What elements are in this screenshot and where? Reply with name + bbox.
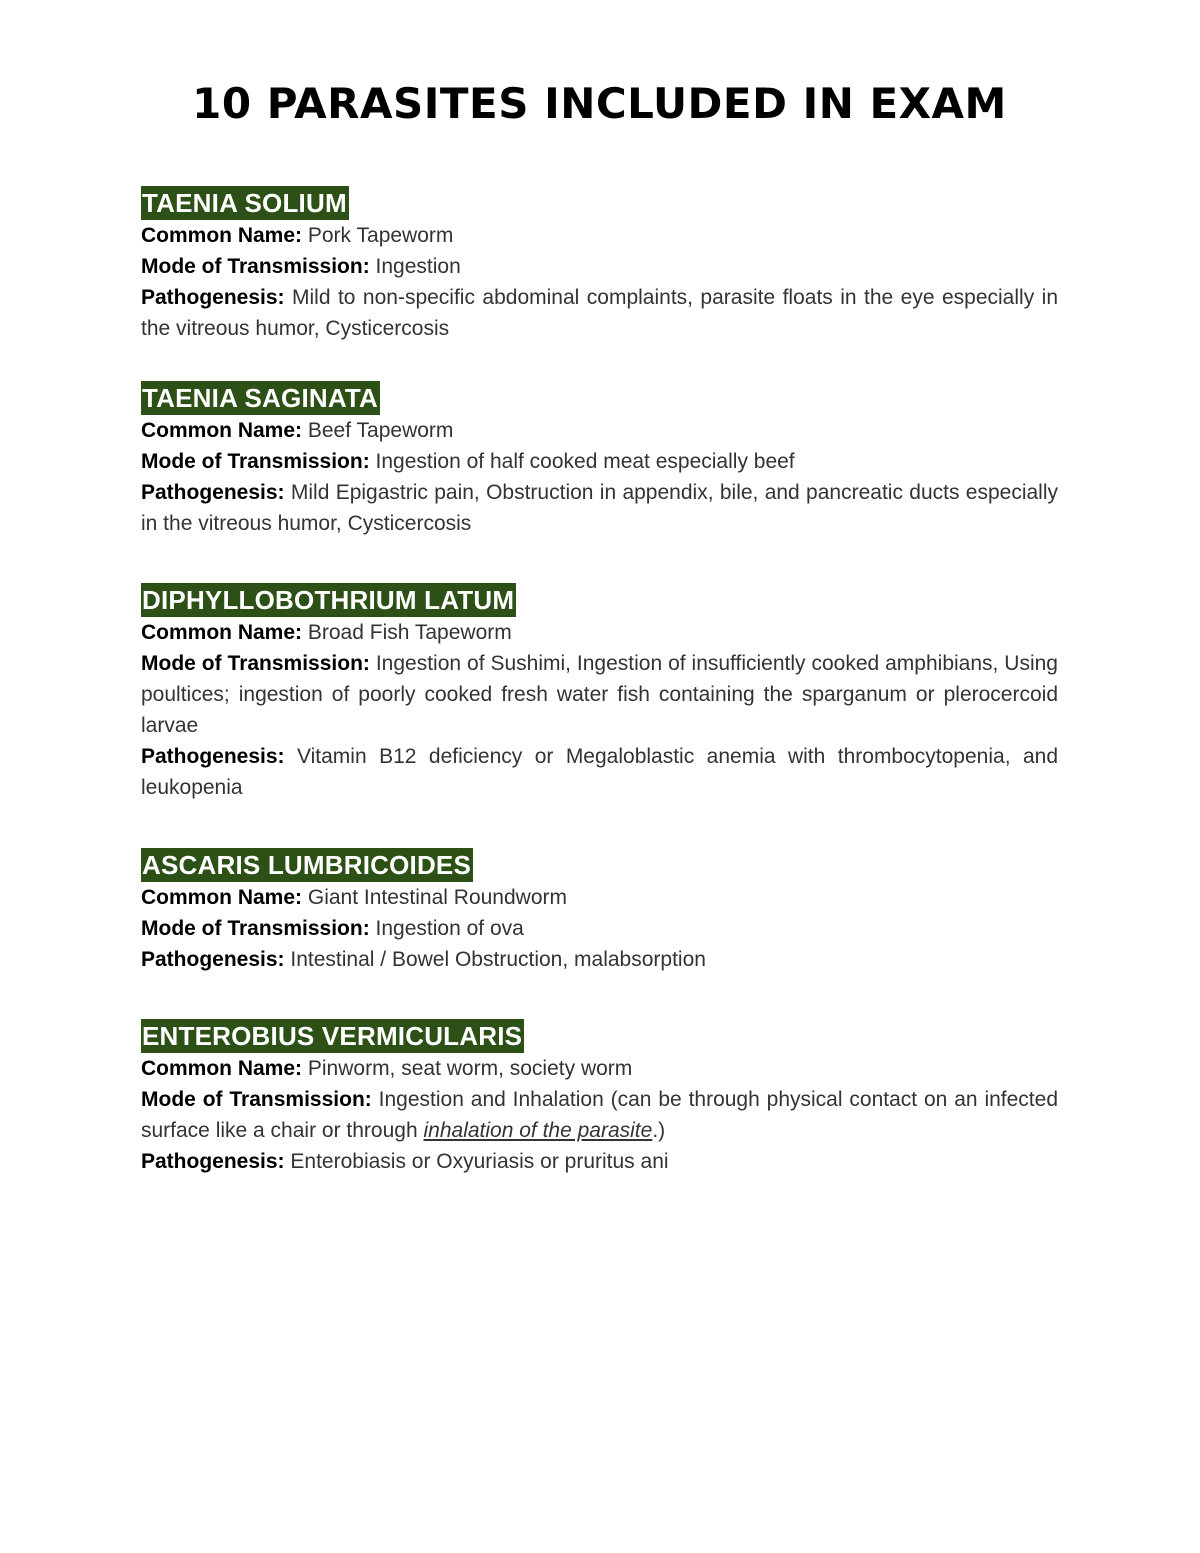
parasite-heading: ENTEROBIUS VERMICULARIS (142, 1021, 523, 1051)
pathogenesis-label: Pathogenesis: (141, 481, 285, 504)
transmission-label: Mode of Transmission: (141, 917, 370, 940)
common-name-line (141, 617, 1058, 648)
transmission-value: Ingestion of Sushimi, Ingestion of insufficiently cooked amphibians, Using poultices; ingestion of poorly cooked fresh water fish containing the sparganum or plerocercoid larvae (141, 652, 1058, 737)
parasite-section (141, 186, 1058, 344)
pathogenesis-value: Intestinal / Bowel Obstruction, malabsorption (290, 948, 706, 971)
parasite-section (141, 583, 1058, 803)
pathogenesis-value: Enterobiasis or Oxyuriasis or pruritus ani (290, 1150, 669, 1173)
transmission-label: Mode of Transmission: (141, 652, 370, 675)
pathogenesis-line (141, 944, 1058, 975)
transmission-value: Ingestion (375, 255, 461, 278)
parasite-heading: TAENIA SOLIUM (142, 188, 347, 218)
common-name-line (141, 882, 1058, 913)
pathogenesis-line (141, 477, 1058, 539)
common-name-value: Pork Tapeworm (307, 224, 454, 247)
common-name-value: Giant Intestinal Roundworm (307, 886, 568, 909)
parasite-heading: ASCARIS LUMBRICOIDES (142, 850, 472, 880)
transmission-line (141, 1084, 1058, 1146)
common-name-value: Broad Fish Tapeworm (307, 621, 512, 644)
common-name-label: Common Name: (141, 419, 303, 442)
parasite-section (141, 381, 1058, 539)
document-title: 10 PARASITES INCLUDED IN EXAM (192, 79, 1007, 128)
common-name-line (141, 220, 1058, 251)
transmission-value-start: Ingestion and Inhalation (can be through physical contact on an infected surface like a chair or through (141, 1088, 1058, 1142)
parasite-heading: TAENIA SAGINATA (142, 383, 379, 413)
pathogenesis-value: Mild to non-specific abdominal complaints, parasite floats in the eye especially in the vitreous humor, Cysticercosis (141, 286, 1058, 340)
common-name-label: Common Name: (141, 224, 303, 247)
common-name-value: Beef Tapeworm (307, 419, 454, 442)
common-name-label: Common Name: (141, 621, 303, 644)
transmission-line (141, 913, 1058, 944)
common-name-label: Common Name: (141, 886, 303, 909)
transmission-label: Mode of Transmission: (141, 255, 370, 278)
parasite-heading: DIPHYLLOBOTHRIUM LATUM (142, 585, 515, 615)
pathogenesis-label: Pathogenesis: (141, 1150, 285, 1173)
pathogenesis-value: Vitamin B12 deficiency or Megaloblastic anemia with thrombocytopenia, and leukopenia (141, 745, 1058, 799)
transmission-line (141, 446, 1058, 477)
transmission-label: Mode of Transmission: (141, 1088, 372, 1111)
pathogenesis-line (141, 1146, 1058, 1177)
transmission-label: Mode of Transmission: (141, 450, 370, 473)
transmission-value: Ingestion of ova (375, 917, 524, 940)
common-name-label: Common Name: (141, 1057, 303, 1080)
inhalation-link[interactable]: inhalation of the parasite (423, 1119, 653, 1142)
pathogenesis-line (141, 741, 1058, 803)
transmission-value-end: .) (652, 1119, 666, 1142)
pathogenesis-line (141, 282, 1058, 344)
common-name-line (141, 415, 1058, 446)
parasite-section (141, 848, 1058, 975)
transmission-line (141, 251, 1058, 282)
pathogenesis-label: Pathogenesis: (141, 745, 285, 768)
transmission-line (141, 648, 1058, 741)
pathogenesis-label: Pathogenesis: (141, 948, 285, 971)
transmission-value: Ingestion of half cooked meat especially beef (375, 450, 795, 473)
pathogenesis-value: Mild Epigastric pain, Obstruction in appendix, bile, and pancreatic ducts especially in the vitreous humor, Cysticercosis (141, 481, 1058, 535)
parasite-section (141, 1019, 1058, 1177)
common-name-line (141, 1053, 1058, 1084)
common-name-value: Pinworm, seat worm, society worm (307, 1057, 633, 1080)
pathogenesis-label: Pathogenesis: (141, 286, 285, 309)
